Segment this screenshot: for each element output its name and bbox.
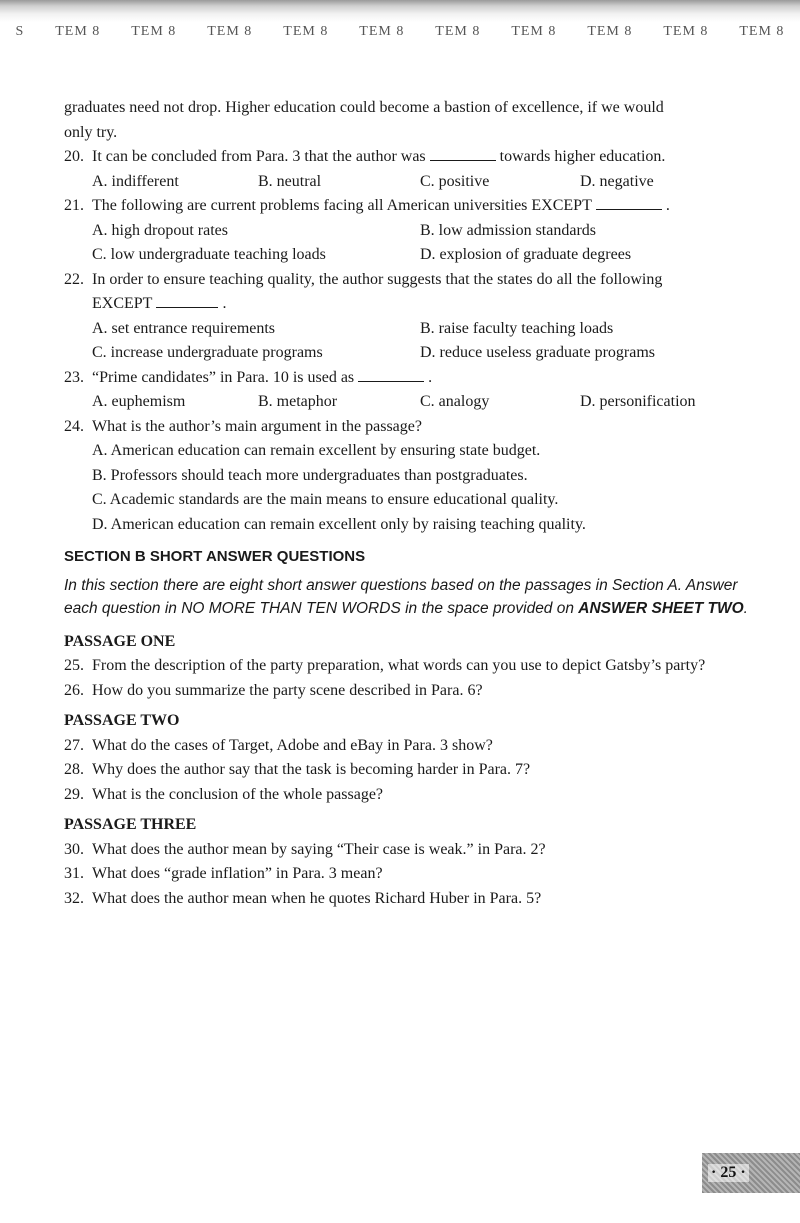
section-b-title: SECTION B SHORT ANSWER QUESTIONS — [64, 548, 366, 565]
options-23 — [64, 390, 754, 415]
answer-blank — [156, 293, 218, 308]
question-text-before: The following are current problems facing all American universities EXCEPT — [92, 197, 592, 214]
option: D. American education can remain excellent only by raising teaching quality. — [92, 515, 586, 533]
option: B. raise faculty teaching loads — [420, 319, 614, 337]
option: B. Professors should teach more undergraduates than postgraduates. — [92, 466, 528, 484]
question-text-line: In order to ensure teaching quality, the author suggests that the states do all the following — [92, 270, 663, 288]
option: D. personification — [580, 393, 696, 410]
section-b-instructions — [64, 574, 754, 620]
question-number: 25. — [64, 657, 84, 674]
running-header-label: TEM 8 — [131, 24, 177, 39]
question-number: 32. — [64, 889, 84, 907]
option: C. increase undergraduate programs — [92, 344, 323, 361]
passage-two-title: PASSAGE TWO — [64, 712, 180, 729]
question-text-after: . — [428, 368, 433, 386]
instructions-end: . — [743, 599, 748, 617]
option: D. explosion of graduate degrees — [420, 246, 632, 263]
question-27 — [64, 734, 754, 759]
answer-blank — [430, 146, 496, 161]
question-text: Why does the author say that the task is becoming harder in Para. 7? — [92, 761, 531, 778]
question-text-before: EXCEPT — [92, 295, 153, 312]
running-header-label: TEM 8 — [55, 24, 101, 39]
option: D. reduce useless graduate programs — [420, 344, 656, 361]
option: C. analogy — [420, 393, 490, 410]
running-header-label: TEM 8 — [207, 24, 253, 39]
question-number: 27. — [64, 736, 84, 754]
running-header-label: TEM 8 — [587, 24, 633, 39]
question-29 — [64, 783, 754, 808]
question-text: What is the author’s main argument in the passage? — [92, 417, 422, 435]
question-text: What does the author mean by saying “Their case is weak.” in Para. 2? — [92, 840, 546, 858]
option: B. neutral — [258, 172, 322, 190]
running-header-label: TEM 8 — [739, 24, 785, 39]
question-text: What is the conclusion of the whole passage? — [92, 785, 384, 803]
page-content — [64, 96, 754, 911]
option: C. low undergraduate teaching loads — [92, 246, 326, 263]
question-22 — [64, 268, 754, 317]
option: D. negative — [580, 172, 654, 190]
question-text-after: . — [665, 197, 670, 214]
intro-line: graduates need not drop. Higher education could become a bastion of excellence, if we would — [64, 99, 664, 116]
option: A. high dropout rates — [92, 221, 228, 239]
question-23 — [64, 366, 754, 391]
option: C. positive — [420, 172, 490, 190]
question-text: What does the author mean when he quotes Richard Huber in Para. 5? — [92, 889, 542, 907]
question-number: 31. — [64, 865, 84, 882]
question-text-before: “Prime candidates” in Para. 10 is used as — [92, 368, 355, 386]
question-text — [92, 145, 754, 170]
running-header-label: TEM 8 — [663, 24, 709, 39]
question-text: From the description of the party preparation, what words can you use to depict Gatsby’s party? — [92, 657, 706, 674]
options-22 — [64, 317, 754, 366]
options-21 — [64, 219, 754, 268]
option: C. Academic standards are the main means to ensure educational quality. — [92, 491, 559, 508]
question-number: 26. — [64, 681, 84, 699]
question-text: What do the cases of Target, Adobe and eBay in Para. 3 show? — [92, 736, 493, 754]
question-text-after: . — [222, 295, 227, 312]
question-21 — [64, 194, 754, 219]
running-header-label: TEM 8 — [359, 24, 405, 39]
question-number: 29. — [64, 785, 84, 803]
options-20 — [64, 170, 754, 195]
question-text — [92, 194, 754, 219]
passage-three-title: PASSAGE THREE — [64, 816, 197, 833]
question-text-after: towards higher education. — [499, 148, 666, 165]
page-number-badge — [702, 1153, 800, 1193]
passage-one-title: PASSAGE ONE — [64, 632, 176, 650]
intro-line: only try. — [64, 123, 118, 141]
option: A. indifferent — [92, 172, 179, 190]
question-25 — [64, 654, 754, 679]
question-number: 28. — [64, 761, 84, 778]
option: A. euphemism — [92, 393, 186, 410]
question-26 — [64, 679, 754, 704]
option: A. American education can remain excellent by ensuring state budget. — [92, 442, 541, 459]
option: B. low admission standards — [420, 221, 596, 239]
question-24 — [64, 415, 754, 440]
page-number: · 25 · — [708, 1164, 749, 1182]
question-text: How do you summarize the party scene described in Para. 6? — [92, 681, 483, 699]
instructions-text: In this section there are eight short answer questions based on the passages in Section A. Answer each question in NO MORE THAN TEN WORDS in the space provided on — [64, 576, 738, 617]
question-number: 20. — [64, 148, 84, 165]
option: A. set entrance requirements — [92, 319, 276, 337]
running-header-label: TEM 8 — [283, 24, 329, 39]
question-text-before: It can be concluded from Para. 3 that the author was — [92, 148, 426, 165]
question-number: 21. — [64, 197, 84, 214]
running-header — [0, 22, 800, 42]
question-31 — [64, 862, 754, 887]
running-header-label: TEM 8 — [435, 24, 481, 39]
question-number: 23. — [64, 368, 84, 386]
options-24 — [64, 439, 754, 537]
answer-blank — [358, 367, 424, 382]
question-32 — [64, 887, 754, 912]
question-number: 30. — [64, 840, 84, 858]
running-header-label: TEM 8 — [511, 24, 557, 39]
answer-blank — [596, 195, 662, 210]
question-28 — [64, 758, 754, 783]
question-20 — [64, 145, 754, 170]
option: B. metaphor — [258, 393, 338, 410]
question-number: 24. — [64, 417, 84, 435]
question-text — [92, 268, 754, 317]
question-number: 22. — [64, 270, 84, 288]
question-text — [92, 366, 754, 391]
question-text: What does “grade inflation” in Para. 3 mean? — [92, 865, 383, 882]
question-30 — [64, 838, 754, 863]
running-header-label: S — [15, 24, 25, 39]
instructions-answer-sheet: ANSWER SHEET TWO — [578, 599, 744, 617]
